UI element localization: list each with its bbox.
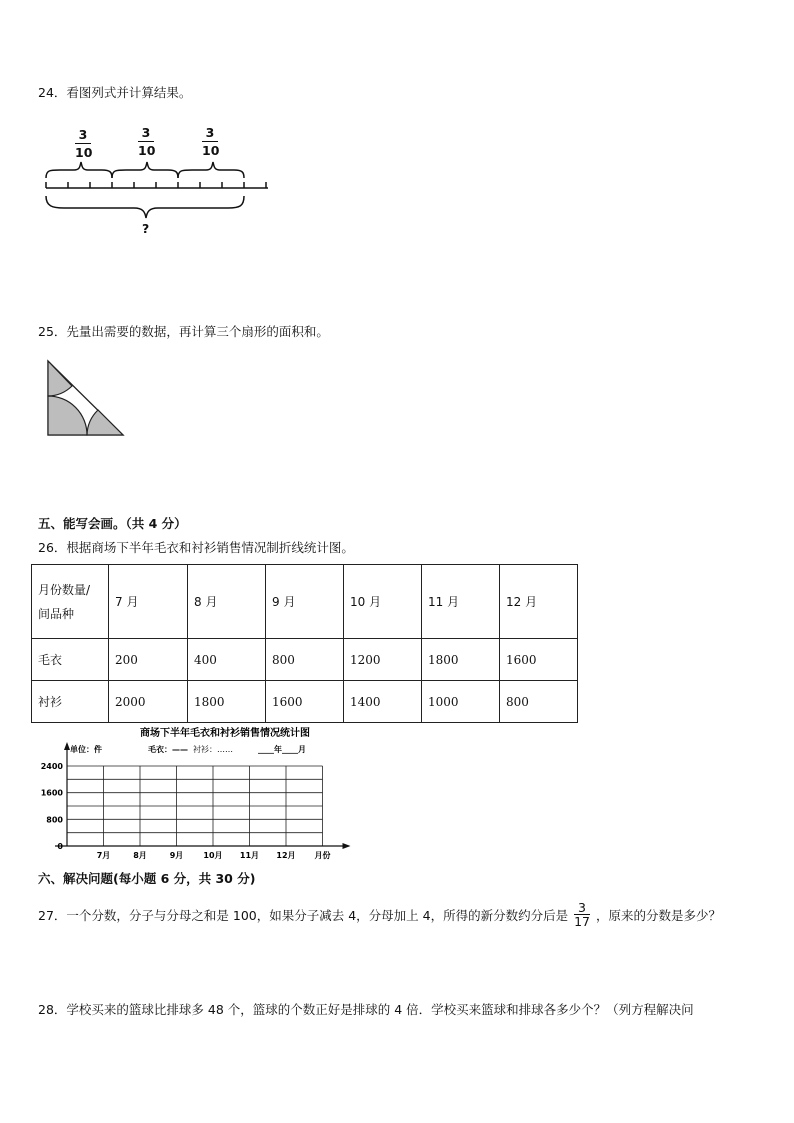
month-header: 8 月 bbox=[188, 565, 266, 639]
x-tick-label: 8月 bbox=[133, 851, 147, 860]
table-cell: 1600 bbox=[500, 639, 578, 681]
question-27-text bbox=[38, 900, 721, 930]
table-cell: 1600 bbox=[266, 681, 344, 723]
table-cell: 200 bbox=[109, 639, 188, 681]
x-axis-title: 月份 bbox=[314, 851, 331, 860]
fraction-label-3: 3 10 bbox=[202, 125, 220, 158]
legend-sweater: 毛衣：—— bbox=[148, 745, 188, 754]
table-cell: 1200 bbox=[344, 639, 422, 681]
table-cell: 1800 bbox=[188, 681, 266, 723]
row-label: 毛衣 bbox=[32, 639, 109, 681]
table-cell: 400 bbox=[188, 639, 266, 681]
table-cell: 1000 bbox=[422, 681, 500, 723]
y-tick-label: 0 bbox=[57, 842, 63, 851]
table-row bbox=[32, 639, 578, 681]
table-cell: 800 bbox=[500, 681, 578, 723]
x-tick-label: 10月 bbox=[203, 851, 223, 860]
question-25-text: 25．先量出需要的数据，再计算三个扇形的面积和。 bbox=[38, 324, 329, 339]
chart-unit-label: 单位：件 bbox=[70, 745, 102, 754]
table-cell: 1800 bbox=[422, 639, 500, 681]
x-tick-label: 9月 bbox=[169, 851, 184, 860]
month-header: 9 月 bbox=[266, 565, 344, 639]
y-tick-label: 2400 bbox=[40, 762, 63, 771]
table-cell: 800 bbox=[266, 639, 344, 681]
legend-shirt: 衬衫：…… bbox=[193, 745, 233, 754]
question-28-text: 28．学校买来的篮球比排球多 48 个，篮球的个数正好是排球的 4 倍．学校买来篮球和排球各多少个？（列方程解决问 bbox=[38, 1002, 694, 1017]
month-header: 7 月 bbox=[109, 565, 188, 639]
fraction-label-1: 3 10 bbox=[75, 127, 93, 160]
question-26-text: 26．根据商场下半年毛衣和衬衫销售情况制折线统计图。 bbox=[38, 540, 354, 555]
unknown-total-label: ? bbox=[142, 221, 150, 236]
row-label: 衬衫 bbox=[32, 681, 109, 723]
month-header: 12 月 bbox=[500, 565, 578, 639]
x-tick-label: 12月 bbox=[276, 851, 296, 860]
fraction-label-2: 3 10 bbox=[138, 125, 156, 158]
table-corner-cell: 月份数量/ 间品种 bbox=[32, 565, 109, 639]
table-header-row bbox=[32, 565, 578, 639]
number-line-drawing bbox=[0, 0, 794, 240]
x-tick-label: 11月 bbox=[239, 851, 260, 860]
q27-fraction: $\frac{3}{17}$ bbox=[574, 900, 590, 929]
section-6-title: 六、解决问题(每小题 6 分，共 30 分) bbox=[38, 871, 256, 886]
x-axis-arrow bbox=[343, 843, 351, 849]
x-tick-label: 7月 bbox=[96, 851, 111, 860]
section-5-title: 五、能写会画。（共 4 分） bbox=[38, 516, 187, 531]
table-cell: 2000 bbox=[109, 681, 188, 723]
q27-text-before: 27．一个分数，分子与分母之和是 100，如果分子减去 4，分母加上 4，所得的新分数约分后是 bbox=[38, 908, 569, 923]
y-tick-label: 1600 bbox=[40, 788, 63, 798]
y-tick-label: 800 bbox=[46, 815, 63, 825]
table-cell: 1400 bbox=[344, 681, 422, 723]
month-header: 10 月 bbox=[344, 565, 422, 639]
question-24-text: 24．看图列式并计算结果。 bbox=[38, 85, 192, 100]
chart-title: 商场下半年毛衣和衬衫销售情况统计图 bbox=[140, 728, 310, 739]
table-row bbox=[32, 681, 578, 723]
triangle-sectors-figure bbox=[46, 359, 126, 439]
date-blank: ____年____月 bbox=[258, 745, 306, 754]
month-header: 11 月 bbox=[422, 565, 500, 639]
sales-table bbox=[31, 564, 578, 723]
line-chart-grid bbox=[18, 724, 378, 866]
q27-text-after: ，原来的分数是多少？ bbox=[595, 908, 721, 923]
